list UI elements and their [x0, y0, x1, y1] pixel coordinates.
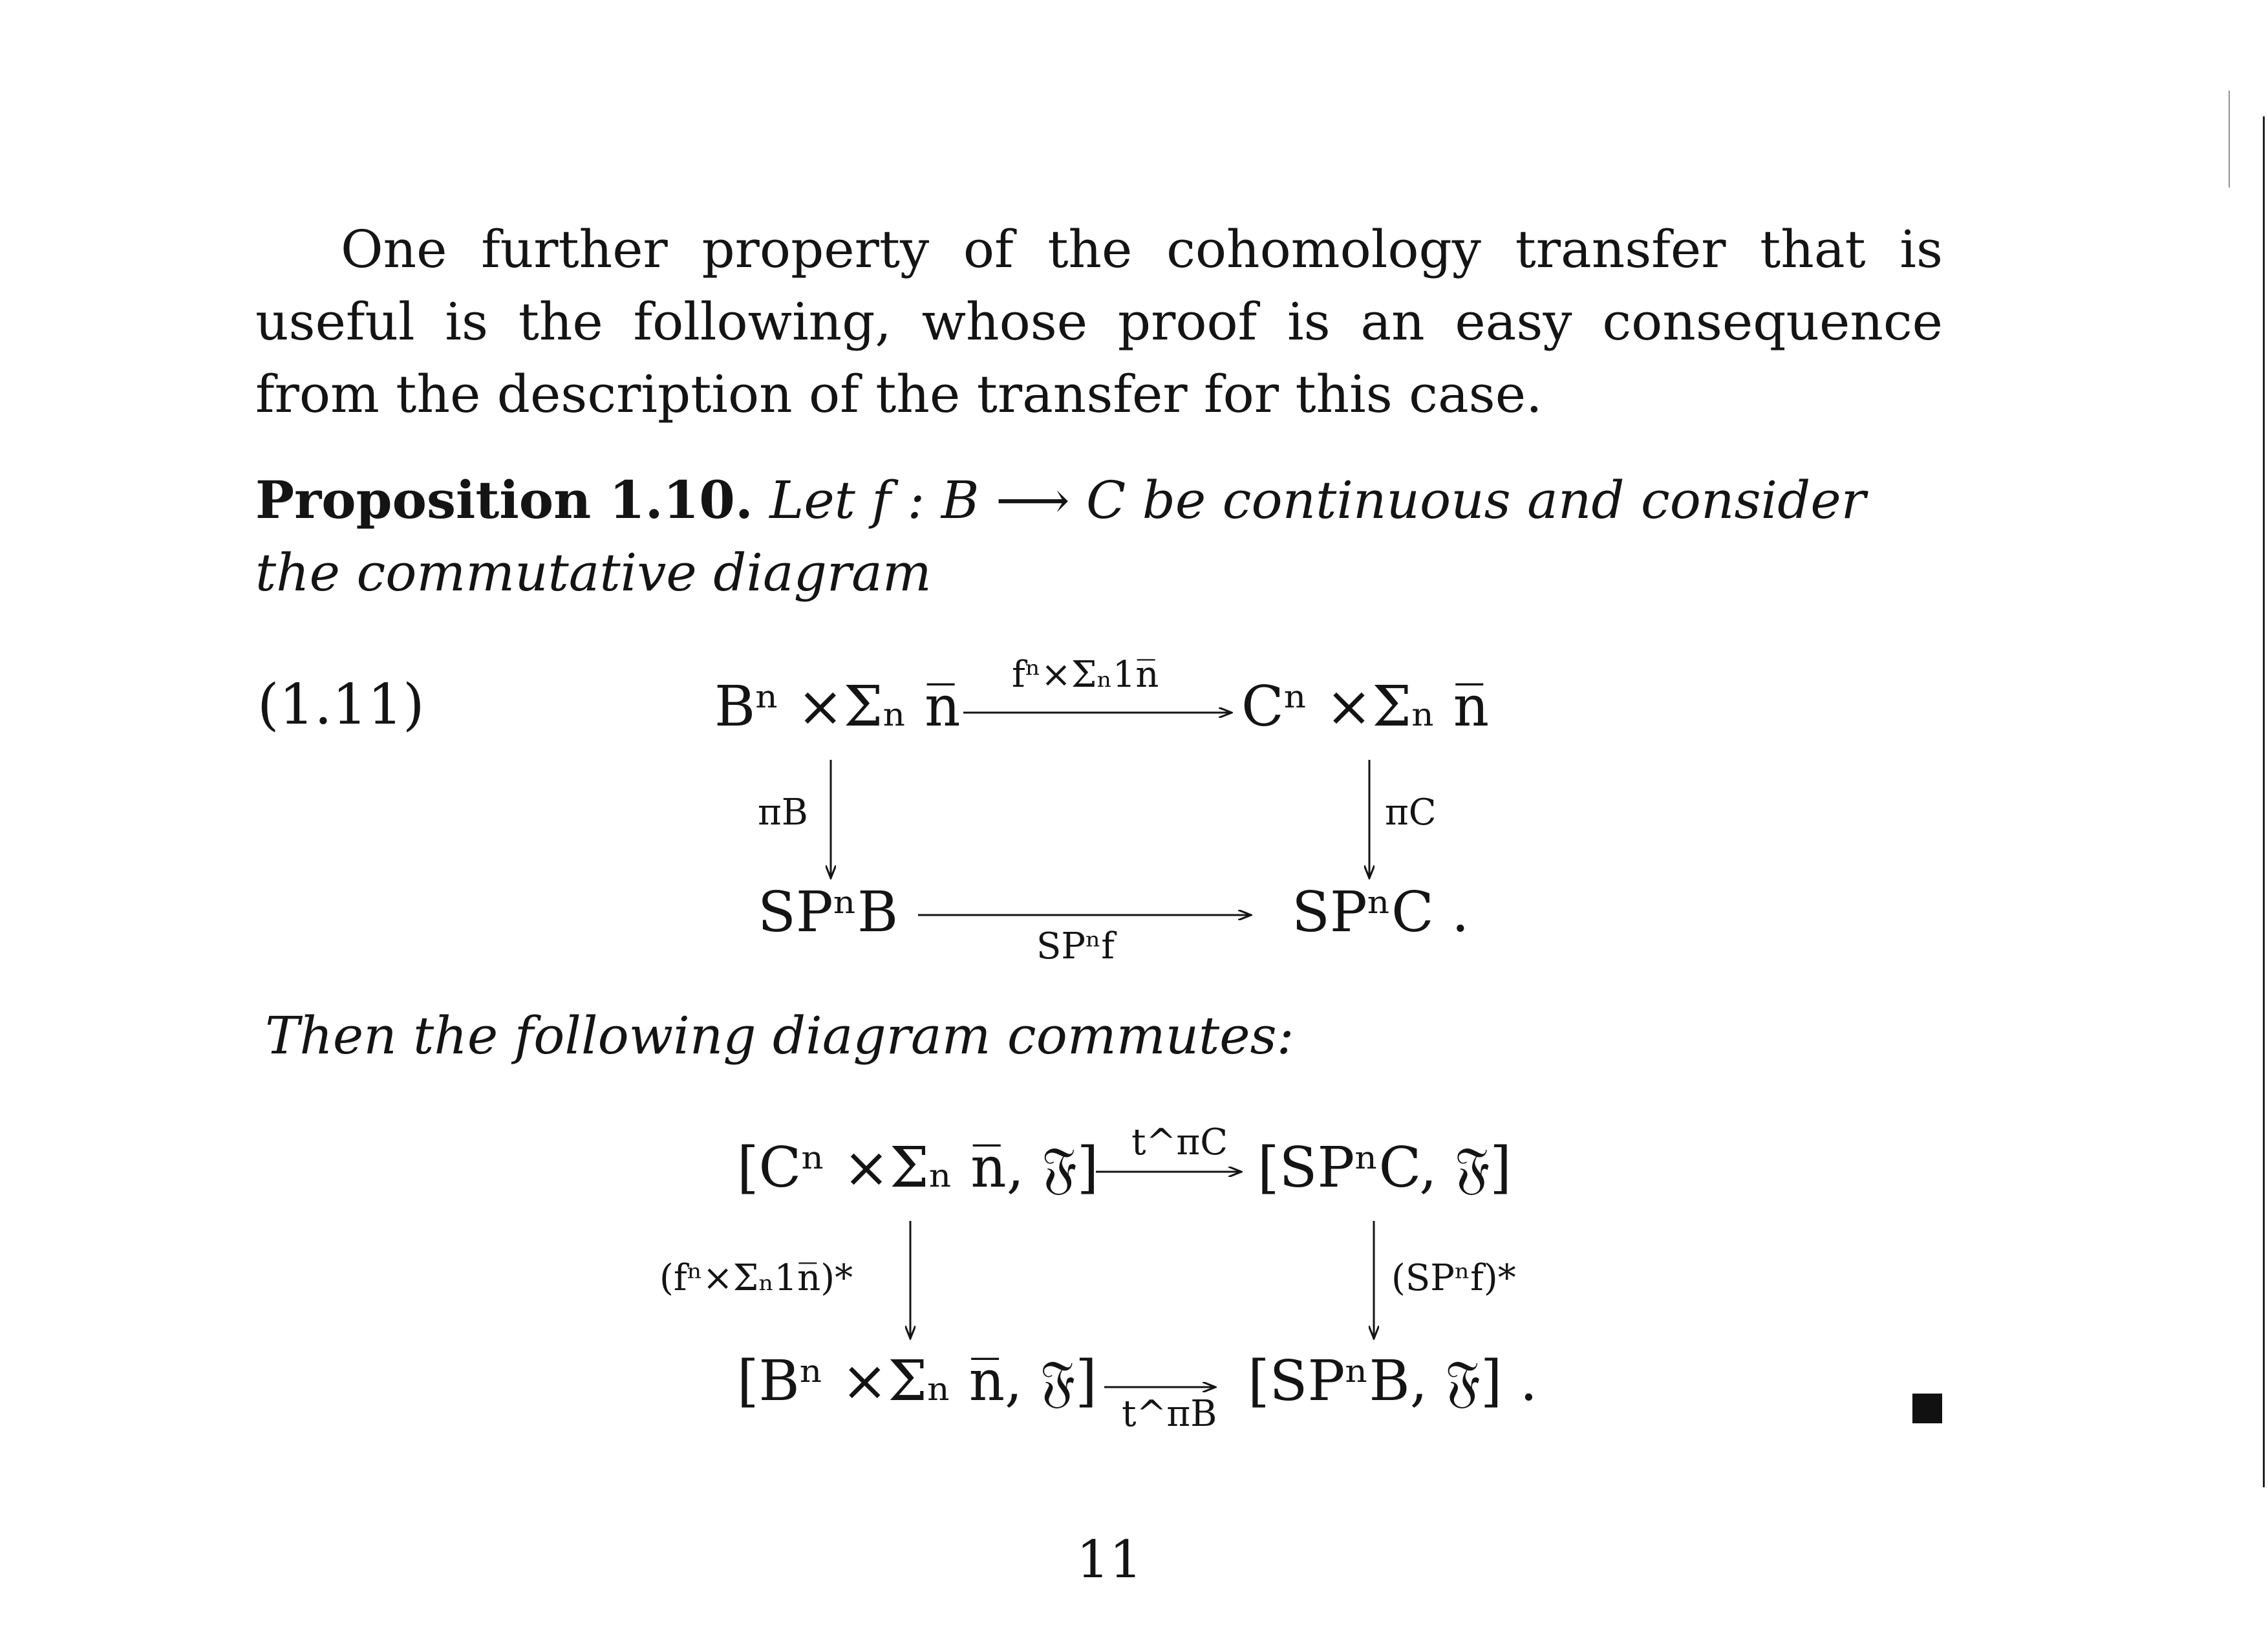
diagram2-right-arrow-label: (SPⁿf)*	[1391, 1257, 1516, 1299]
diagram2-top-left: [Cⁿ ×Σₙ n̅, 𝔉]	[737, 1136, 1099, 1200]
diagram2-bottom-left: [Bⁿ ×Σₙ n̅, 𝔉]	[737, 1349, 1097, 1414]
diagram2-top-arrow-label: t^πC	[1131, 1121, 1228, 1163]
diagram1-right-arrow-label: πC	[1385, 792, 1437, 834]
diagram2-bottom-right: [SPⁿB, 𝔉] .	[1248, 1349, 1538, 1414]
diagram2-top-right: [SPⁿC, 𝔉]	[1257, 1136, 1512, 1200]
diagram-1	[714, 654, 1489, 967]
proposition-statement: Let f : B ⟶ C be continuous and consider the commutative diagram	[255, 470, 1866, 603]
intro-paragraph-text: One further property of the cohomology transfer that is useful is the following, whose proof is an easy consequence from the description of the transfer for this case.	[255, 219, 1943, 424]
diagram1-left-arrow-label: πB	[758, 792, 808, 834]
scan-edge-mark	[2229, 91, 2230, 188]
page-number: 11	[1076, 1529, 1142, 1590]
diagram-2	[659, 1121, 1537, 1435]
diagram1-bottom-arrow-label: SPⁿf	[1036, 925, 1115, 967]
conclusion-text: Then the following diagram commutes:	[265, 1006, 1294, 1066]
diagram1-top-left: Bⁿ ×Σₙ n̅	[714, 674, 961, 739]
proposition-label: Proposition 1.10.	[255, 469, 753, 530]
diagram2-left-arrow-label: (fⁿ×Σₙ1n̅)*	[659, 1257, 853, 1299]
scan-edge-line	[2263, 116, 2265, 1487]
diagram2-bottom-arrow-label: t^πB	[1122, 1393, 1217, 1435]
diagram1-bottom-left: SPⁿB	[758, 880, 899, 945]
diagram1-top-arrow-label: fⁿ×Σₙ1n̅	[1012, 654, 1159, 696]
diagram1-top-right: Cⁿ ×Σₙ n̅	[1241, 674, 1490, 739]
equation-number: (1.11)	[257, 673, 425, 737]
qed-square-icon	[1912, 1394, 1942, 1423]
diagram1-bottom-right: SPⁿC .	[1292, 880, 1470, 945]
